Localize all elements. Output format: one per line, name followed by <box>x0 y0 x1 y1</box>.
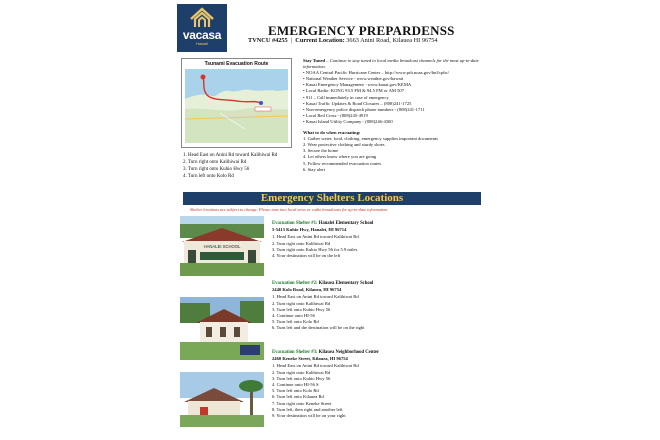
stay-tuned-text <box>303 58 497 70</box>
page-title: EMERGENCY PREPARDENSS <box>268 23 455 38</box>
brand-sub: Hawaii <box>195 41 208 46</box>
map-title: Tsunami Evacuation Route <box>204 61 269 67</box>
contact-item: • Kauai Emergency Management - www.kauai.gov/KEMA <box>303 82 412 88</box>
stay-tuned-label: Stay Tuned <box>303 58 326 63</box>
contact-item: • Local Radio: KONG 93.5 FM & 94.5 FM or AM 507 <box>303 88 405 94</box>
shelter-step: 6. Turn left onto Kilauea Rd <box>272 394 324 400</box>
direction-step: 1. Head East on Anini Rd toward Kalihiwai Rd <box>183 153 278 158</box>
shelters-banner: Emergency Shelters Locations <box>183 192 481 205</box>
vacasa-logo <box>177 4 227 52</box>
shelter-address: 2440 Kolo Road, Kilauea, HI 96754 <box>272 287 342 293</box>
shelter-label: Evacuation Shelter #3: <box>272 350 318 355</box>
shelter-2-photo <box>180 297 264 360</box>
brand-name: vacasa <box>182 28 222 42</box>
shelter-step: 2. Turn right onto Kalihiwai Rd <box>272 240 331 246</box>
location-value: 3663 Anini Road, Kilauea HI 96754 <box>346 37 438 44</box>
shelter-1 <box>272 221 373 259</box>
shelter-step: 1. Head East on Anini Rd toward Kalihiwai Rd <box>272 234 359 240</box>
map-image <box>185 69 288 143</box>
tvncu-number: TVNCU #4255 <box>248 37 288 44</box>
divider: | <box>290 37 293 44</box>
shelter-label: Evacuation Shelter #2: <box>272 281 318 286</box>
shelter-step: 4. Continue onto HI-56 <box>272 313 315 319</box>
shelter-step: 4. Your destination will be on the left <box>272 253 341 259</box>
shelter-step: 1. Head East on Anini Rd toward Kalihiwai Rd <box>272 363 359 369</box>
shelters-note: Shelter locations are subject to change. Please tune into local news or radio broadcasts for up-to-date information. <box>190 207 389 212</box>
location-label: Current Location: <box>295 37 345 44</box>
shelter-step: 7. Turn right onto Keneke Street <box>272 400 332 406</box>
evac-step: 3. Secure the home <box>303 148 339 154</box>
evac-step: 2. Wear protective clothing and sturdy shoes <box>303 142 385 148</box>
stay-tuned-desc: – Continue to stay tuned to local media broadcast channels for the most up-to-date information. <box>303 58 479 70</box>
shelter-address: 5-5415 Kuhio Hwy, Hanalei, HI 96714 <box>272 227 347 233</box>
evac-step: 6. Stay alert <box>303 166 326 172</box>
location-line <box>248 37 438 44</box>
contact-item: • Non-emergency police dispatch phone numbers - (808)241-1711 <box>303 106 425 112</box>
shelter-step: 2. Turn right onto Kalihiwai Rd <box>272 369 331 375</box>
shelter-step: 5. Turn left onto Kolo Rd <box>272 319 319 325</box>
shelter-step: 9. Your destination will be on your right <box>272 413 346 419</box>
shelter-3 <box>272 350 379 419</box>
contact-item: • NOAA Central Pacific Hurricane Center – http://www.prh.noaa.gov/hnl/cphc/ <box>303 70 449 76</box>
contact-item: • Kauai Island Utility Company - (808)246-4300 <box>303 118 393 124</box>
shelter-3-photo <box>180 372 264 427</box>
shelter-title: Kilauea Neighborhood Center <box>317 350 380 355</box>
contact-item: • National Weather Service - www.weather.gov/hawaii <box>303 76 404 82</box>
shelter-1-photo <box>180 216 264 276</box>
shelter-step: 3. Turn left onto Kuhio Hwy 56 <box>272 375 331 381</box>
evac-header: What to do when evacuating: <box>303 130 361 136</box>
evacuation-map <box>181 58 292 148</box>
contact-item: • 911 – Call immediately in case of emergency <box>303 94 389 100</box>
shelter-step: 5. Turn left onto Kolo Rd <box>272 388 319 394</box>
direction-step: 2. Turn right onto Kalihiwai Rd <box>183 159 247 165</box>
evac-step: 5. Follow recommended evacuation routes <box>303 160 382 166</box>
shelter-step: 8. Turn left, then right and another left <box>272 406 343 412</box>
shelter-title: Hanalei Elementary School <box>317 221 374 226</box>
shelter-step: 4. Continue onto HI-56 S <box>272 382 319 388</box>
contact-item: • Kauai Traffic Updates & Road Closures – (808)241-1725 <box>303 100 412 106</box>
shelter-label: Evacuation Shelter #1: <box>272 221 318 226</box>
map-directions <box>183 153 277 181</box>
evac-step: 1. Gather water, food, clothing, emergency supplies important documents <box>303 136 438 142</box>
contact-item: • Local Red Cross - (808)245-4919 <box>303 112 368 118</box>
house-icon <box>189 7 215 29</box>
shelter-step: 1. Head East on Anini Rd toward Kalihiwai Rd <box>272 294 359 300</box>
school-sign: HANALEI SCHOOL <box>203 244 241 249</box>
shelter-step: 3. Turn left onto Kuhio Hwy 56 <box>272 306 331 312</box>
evac-step: 4. Let others know where you are going <box>303 154 377 160</box>
info-panel <box>303 58 497 173</box>
direction-step: 3. Turn right onto Kuhio Hwy 56 <box>183 166 250 172</box>
shelter-step: 6. Turn left and the destination will be on the right <box>272 325 365 331</box>
shelter-title: Kilauea Elementary School <box>317 281 374 286</box>
shelter-address: 2460 Keneke Street, Kilauea, HI 96754 <box>272 356 348 362</box>
direction-step: 4. Turn left onto Kolo Rd <box>183 173 234 179</box>
shelter-2 <box>272 281 373 332</box>
shelter-step: 3. Turn right onto Kuhio Hwy 56 for 5.9 miles <box>272 246 358 252</box>
shelter-step: 2. Turn right onto Kalihiwai Rd <box>272 300 331 306</box>
